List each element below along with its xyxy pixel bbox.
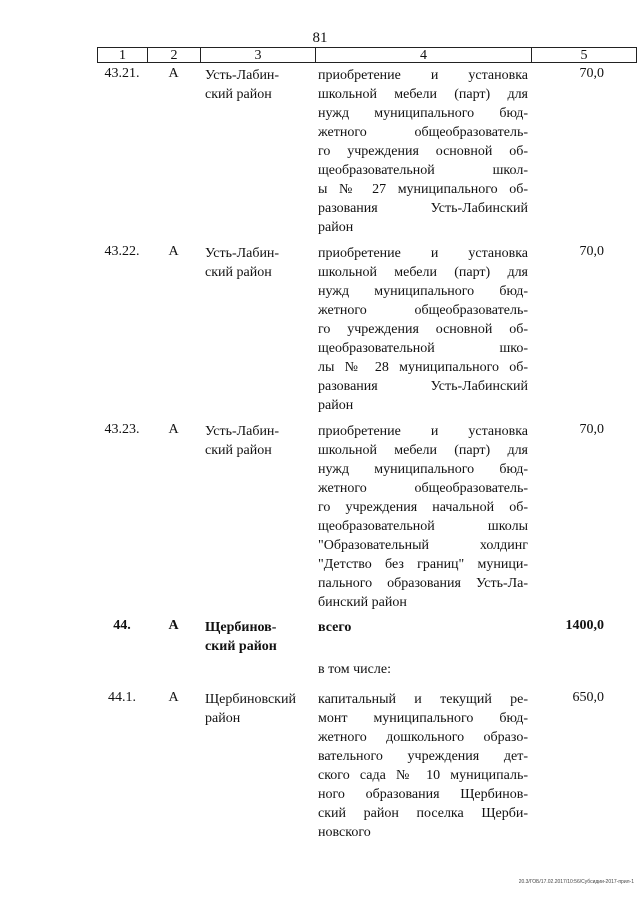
- page-number: 81: [312, 30, 328, 46]
- description-line: приобретение и установка: [318, 424, 528, 439]
- description-line: пального образования Усть-Ла-: [318, 576, 528, 591]
- description-line: район: [318, 220, 354, 235]
- row-number: 44.1.: [108, 690, 136, 705]
- description-line: монт муниципального бюд-: [318, 711, 528, 726]
- row-district: [205, 66, 317, 104]
- row-description: [318, 422, 528, 612]
- row-amount: 70,0: [579, 66, 604, 81]
- description-line: школьной мебели (парт) для: [318, 265, 528, 280]
- row-number: 43.21.: [104, 66, 140, 81]
- row-district: [205, 422, 317, 460]
- description-line: школьной мебели (парт) для: [318, 87, 528, 102]
- description-line: приобретение и установка: [318, 246, 528, 261]
- district-line: Щербиновский: [205, 692, 296, 707]
- district-line: ский район: [205, 265, 272, 280]
- row-amount: 650,0: [572, 690, 604, 705]
- description-line: жетного общеобразователь-: [318, 125, 528, 140]
- description-line: щеобразовательной школ-: [318, 163, 528, 178]
- row-number: 44.: [113, 618, 131, 633]
- description-line: школьной мебели (парт) для: [318, 443, 528, 458]
- row-description: [318, 66, 528, 237]
- description-line: жетного общеобразователь-: [318, 303, 528, 318]
- row-category: А: [168, 244, 179, 259]
- description-line: жетного общеобразователь-: [318, 481, 528, 496]
- description-line: жетного дошкольного образо-: [318, 730, 528, 745]
- description-line: нужд муниципального бюд-: [318, 462, 528, 477]
- description-line: "Детство без границ" муници-: [318, 557, 528, 572]
- description-line: щеобразовательной шко-: [318, 341, 528, 356]
- description-line: всего: [318, 620, 352, 635]
- description-line: ский район поселка Щерби-: [318, 806, 528, 821]
- row-district: [205, 244, 317, 282]
- row-amount: 70,0: [579, 422, 604, 437]
- description-line: го учреждения основной об-: [318, 322, 528, 337]
- header-col-5: 5: [580, 48, 588, 63]
- row-district: [205, 618, 317, 656]
- row-number: 43.23.: [104, 422, 140, 437]
- description-line: бинский район: [318, 595, 407, 610]
- description-line: вательного учреждения дет-: [318, 749, 528, 764]
- header-col-3: 3: [201, 48, 316, 62]
- district-line: Усть-Лабин-: [205, 246, 280, 261]
- row-description: [318, 244, 528, 415]
- header-col-1: 1: [98, 48, 148, 62]
- description-line: ы № 27 муниципального об-: [318, 182, 528, 197]
- row-category: А: [168, 690, 179, 705]
- district-line: Усть-Лабин-: [205, 68, 280, 83]
- row-description: [318, 690, 528, 842]
- district-line: район: [205, 711, 241, 726]
- description-line: го учреждения начальной об-: [318, 500, 528, 515]
- table-header: [97, 47, 637, 63]
- description-line: нужд муниципального бюд-: [318, 106, 528, 121]
- district-line: ский район: [205, 639, 277, 654]
- description-line: район: [318, 398, 354, 413]
- district-line: ский район: [205, 87, 272, 102]
- description-line: ского сада № 10 муниципаль-: [318, 768, 528, 783]
- header-col-2: 2: [148, 48, 201, 62]
- description-line: лы № 28 муниципального об-: [318, 360, 528, 375]
- row-category: А: [168, 618, 179, 633]
- row-number: 43.22.: [104, 244, 140, 259]
- district-line: Щербинов-: [205, 620, 277, 635]
- row-description: [318, 618, 528, 637]
- description-line: "Образовательный холдинг: [318, 538, 528, 553]
- row-amount: 70,0: [579, 244, 604, 259]
- description-line: разования Усть-Лабинский: [318, 201, 528, 216]
- including-note: в том числе:: [318, 662, 391, 677]
- header-col-4: 4: [316, 48, 532, 62]
- description-line: нужд муниципального бюд-: [318, 284, 528, 299]
- row-district: [205, 690, 317, 728]
- description-line: капитальный и текущий ре-: [318, 692, 528, 707]
- district-line: Усть-Лабин-: [205, 424, 280, 439]
- description-line: разования Усть-Лабинский: [318, 379, 528, 394]
- description-line: ного образования Щербинов-: [318, 787, 528, 802]
- row-category: А: [168, 66, 179, 81]
- description-line: го учреждения основной об-: [318, 144, 528, 159]
- row-amount: 1400,0: [565, 618, 604, 633]
- description-line: приобретение и установка: [318, 68, 528, 83]
- description-line: новского: [318, 825, 371, 840]
- footer-reference: 20.3/ГОБ/17.02.2017/10:56/Субсидии-2017-прил-1: [518, 879, 634, 885]
- district-line: ский район: [205, 443, 272, 458]
- description-line: щеобразовательной школы: [318, 519, 528, 534]
- row-category: А: [168, 422, 179, 437]
